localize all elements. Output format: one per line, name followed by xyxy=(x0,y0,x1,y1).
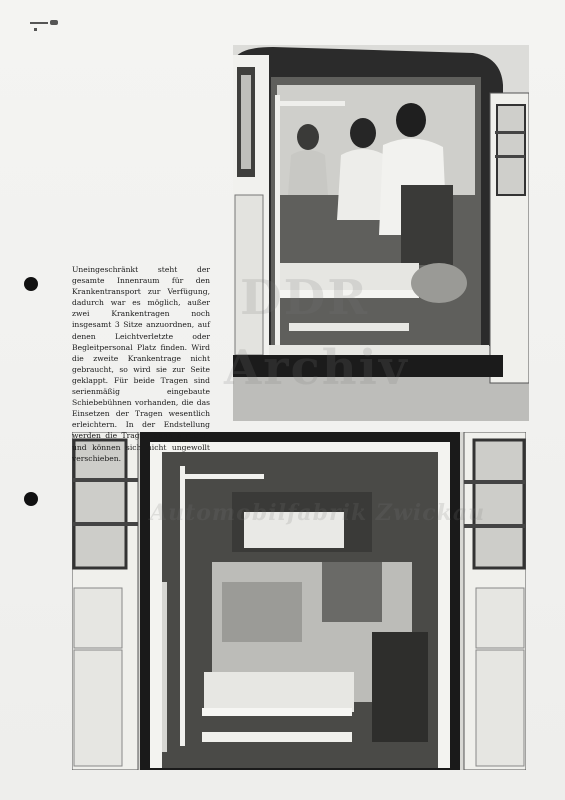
punch-hole-bottom xyxy=(24,492,38,506)
punch-hole-top xyxy=(24,277,38,291)
rear-door-interior-photo xyxy=(72,432,526,770)
paper-speck xyxy=(50,20,58,25)
side-door-interior-photo xyxy=(233,45,529,421)
paper-speck xyxy=(34,28,37,31)
caption-text: Uneingeschränkt steht der gesamte Innenraum für den Krankentransport zur Verfügung, dadurch war es möglich, außer zwei Krankentragen noch insgesamt 3 Sitze anzuordnen, auf denen Leichtverletzte oder Begleitpersonal Platz finden. Wird die zweite Krankentrage nicht gebraucht, so wird sie zur Seite geklappt. Für beide Tragen sind serienmäßig eingebaute Schiebebühnen vorhanden, die das Einsetzen der Tragen wesentlich erleichtern. In der Endstellung werden die Tragen dann arretiert und können sich nicht ungewollt verschieben. xyxy=(72,265,210,463)
paper-speck xyxy=(30,22,48,24)
